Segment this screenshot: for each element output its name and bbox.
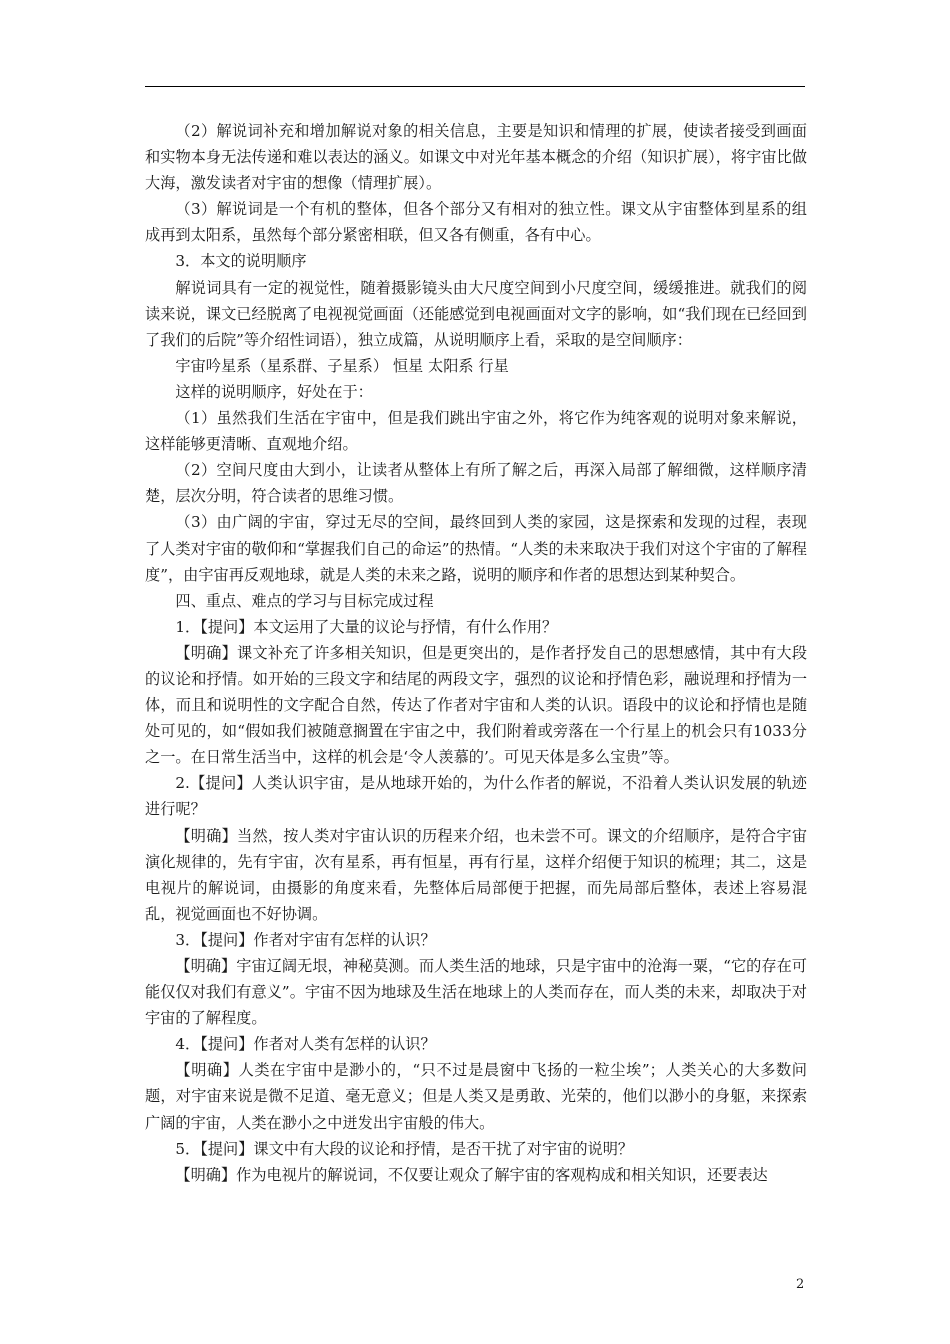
answer: 【明确】人类在宇宙中是渺小的，“只不过是晨窗中飞扬的一粒尘埃”；人类关心的大多数问题，对宇宙来说是微不足道、毫无意义；但是人类又是勇敢、光荣的，他们以渺小的身躯，来探索广阔的宇宙，人类在渺小之中迸发出宇宙般的伟大。 (145, 1061, 807, 1132)
section-heading: 3．本文的说明顺序 (175, 252, 307, 271)
answer: 【明确】作为电视片的解说词，不仅要让观众了解宇宙的客观构成和相关知识，还要表达 (175, 1165, 768, 1184)
paragraph: 这样的说明顺序，好处在于： (175, 382, 373, 401)
paragraph: （2）空间尺度由大到小，让读者从整体上有所了解之后，再深入局部了解细微，这样顺序清楚，层次分明，符合读者的思维习惯。 (145, 461, 807, 506)
page-number: 2 (796, 1277, 805, 1292)
order-sequence: 宇宙吟星系（星系群、子星系） 恒星 太阳系 行星 (175, 356, 509, 375)
question: 5．【提问】课文中有大段的议论和抒情，是否干扰了对宇宙的说明？ (175, 1139, 634, 1158)
section-heading: 四、重点、难点的学习与目标完成过程 (175, 591, 434, 610)
paragraph: （2）解说词补充和增加解说对象的相关信息，主要是知识和情理的扩展，使读者接受到画面和实物本身无法传递和难以表达的涵义。如课文中对光年基本概念的介绍（知识扩展），将宇宙比做大海，激发读者对宇宙的想像（情理扩展）。 (145, 122, 807, 193)
question: 2.【提问】人类认识宇宙，是从地球开始的，为什么作者的解说，不沿着人类认识发展的轨迹进行呢？ (145, 774, 807, 819)
question: 1．【提问】本文运用了大量的议论与抒情，有什么作用？ (175, 617, 558, 636)
answer: 【明确】当然，按人类对宇宙认识的历程来介绍，也未尝不可。课文的介绍顺序，是符合宇宙演化规律的，先有宇宙，次有星系，再有恒星，再有行星，这样介绍便于知识的梳理；其二，这是电视片的解说词，由摄影的角度来看，先整体后局部便于把握，而先局部后整体，表述上容易混乱，视觉画面也不好协调。 (145, 826, 807, 923)
question: 3．【提问】作者对宇宙有怎样的认识？ (175, 930, 436, 949)
question: 4．【提问】作者对人类有怎样的认识？ (175, 1035, 436, 1054)
paragraph: 解说词具有一定的视觉性，随着摄影镜头由大尺度空间到小尺度空间，缓缓推进。就我们的阅读来说，课文已经脱离了电视视觉画面（还能感觉到电视画面对文字的影响，如“我们现在已经回到了我们的后院”等介绍性词语），独立成篇，从说明顺序上看，采取的是空间顺序： (145, 278, 807, 349)
answer: 【明确】课文补充了许多相关知识，但是更突出的，是作者抒发自己的思想感情，其中有大段的议论和抒情。如开始的三段文字和结尾的两段文字，强烈的议论和抒情色彩，融说理和抒情为一体，而且和说明性的文字配合自然，传达了作者对宇宙和人类的认识。语段中的议论和抒情也是随处可见的，如“假如我们被随意搁置在宇宙之中，我们附着或旁落在一个行星上的机会只有1033分之一。在日常生活当中，这样的机会是‘令人羡慕的’。可见天体是多么宝贵”等。 (145, 643, 807, 767)
paragraph: （3）由广阔的宇宙，穿过无尽的空间，最终回到人类的家园，这是探索和发现的过程，表现了人类对宇宙的敬仰和“掌握我们自己的命运”的热情。“人类的未来取决于我们对这个宇宙的了解程度”，由宇宙再反观地球，就是人类的未来之路，说明的顺序和作者的思想达到某种契合。 (145, 513, 807, 584)
paragraph: （3）解说词是一个有机的整体，但各个部分又有相对的独立性。课文从宇宙整体到星系的组成再到太阳系，虽然每个部分紧密相联，但又各有侧重，各有中心。 (145, 200, 807, 245)
paragraph: （1）虽然我们生活在宇宙中，但是我们跳出宇宙之外，将它作为纯客观的说明对象来解说，这样能够更清晰、直观地介绍。 (145, 409, 807, 454)
document-body (145, 118, 807, 1188)
answer: 【明确】宇宙辽阔无垠，神秘莫测。而人类生活的地球，只是宇宙中的沧海一粟，“它的存在可能仅仅对我们有意义”。宇宙不因为地球及生活在地球上的人类而存在，而人类的未来，却取决于对宇宙的了解程度。 (145, 957, 807, 1028)
header-rule (145, 86, 805, 87)
